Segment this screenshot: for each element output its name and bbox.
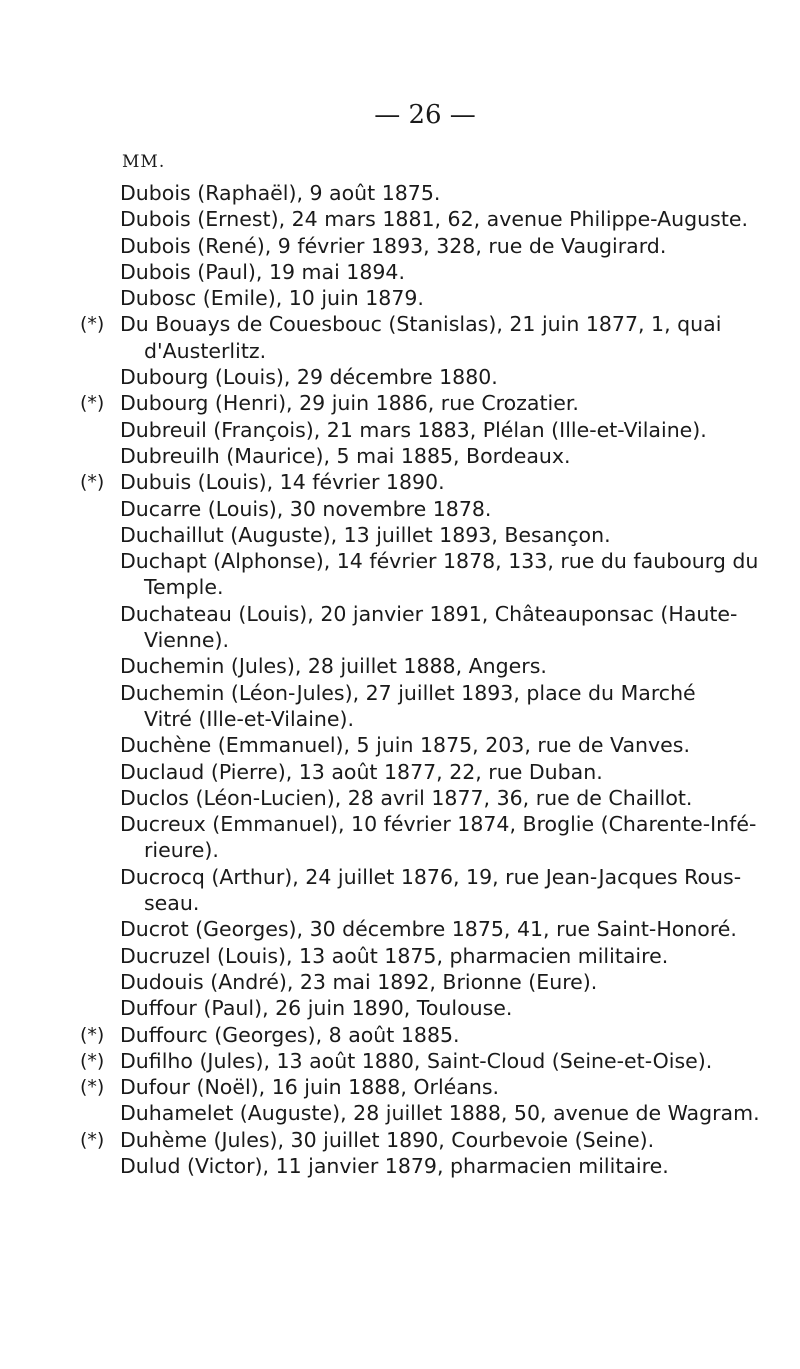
list-item	[80, 1127, 770, 1153]
entry-text: Duhamelet (Auguste), 28 juillet 1888, 50, avenue de Wagram.	[120, 1101, 760, 1126]
entry-text: Dubuis (Louis), 14 février 1890.	[120, 470, 445, 495]
list-item	[80, 785, 770, 811]
entry-text: Duffour (Paul), 26 juin 1890, Toulouse.	[120, 996, 513, 1021]
asterisk-marker: (*)	[80, 1128, 105, 1151]
list-item	[80, 653, 770, 679]
list-item	[80, 995, 770, 1021]
list-item	[80, 943, 770, 969]
entry-text: Duchapt (Alphonse), 14 février 1878, 133, rue du faubourg du	[120, 549, 759, 574]
entry-text: Dubourg (Henri), 29 juin 1886, rue Crozatier.	[120, 391, 579, 416]
list-item	[80, 811, 770, 864]
list-item	[80, 1153, 770, 1179]
entry-continuation: d'Austerlitz.	[144, 338, 267, 363]
entry-text: Dubois (Paul), 19 mai 1894.	[120, 259, 405, 284]
entry-continuation: Vienne).	[144, 628, 229, 653]
list-item	[80, 522, 770, 548]
asterisk-marker: (*)	[80, 1023, 105, 1046]
list-item	[80, 233, 770, 259]
entry-text: Dulud (Victor), 11 janvier 1879, pharmacien militaire.	[120, 1153, 669, 1178]
list-item	[80, 759, 770, 785]
entry-text: Duchateau (Louis), 20 janvier 1891, Châteauponsac (Haute-	[120, 601, 738, 626]
entry-text: Duclos (Léon-Lucien), 28 avril 1877, 36, rue de Chaillot.	[120, 785, 693, 810]
entry-text: Dubosc (Emile), 10 juin 1879.	[120, 286, 424, 311]
list-item	[80, 916, 770, 942]
list-item	[80, 443, 770, 469]
entry-text: Ducruzel (Louis), 13 août 1875, pharmacien militaire.	[120, 943, 669, 968]
entry-text: Duhème (Jules), 30 juillet 1890, Courbevoie (Seine).	[120, 1127, 655, 1152]
entry-text: Duffourc (Georges), 8 août 1885.	[120, 1022, 460, 1047]
page-number: — 26 —	[374, 100, 476, 130]
list-item	[80, 496, 770, 522]
entry-text: Ducarre (Louis), 30 novembre 1878.	[120, 496, 492, 521]
asterisk-marker: (*)	[80, 392, 105, 415]
asterisk-marker: (*)	[80, 1049, 105, 1072]
entry-text: Duchemin (Léon-Jules), 27 juillet 1893, place du Marché	[120, 680, 696, 705]
entry-text: Dubreuil (François), 21 mars 1883, Plélan (Ille-et-Vilaine).	[120, 417, 707, 442]
list-item	[80, 601, 770, 654]
entry-text: Dubois (René), 9 février 1893, 328, rue de Vaugirard.	[120, 233, 667, 258]
entry-text: Duchène (Emmanuel), 5 juin 1875, 203, rue de Vanves.	[120, 733, 690, 758]
list-item	[80, 1048, 770, 1074]
entry-text: Duchemin (Jules), 28 juillet 1888, Angers.	[120, 654, 547, 679]
entry-text: Ducreux (Emmanuel), 10 février 1874, Broglie (Charente-Infé-	[120, 812, 757, 837]
list-item	[80, 1100, 770, 1126]
list-item	[80, 469, 770, 495]
entry-text: Dufour (Noël), 16 juin 1888, Orléans.	[120, 1075, 500, 1100]
list-item	[80, 311, 770, 364]
list-item	[80, 180, 770, 206]
list-item	[80, 259, 770, 285]
list-item	[80, 969, 770, 995]
entry-list	[80, 180, 770, 1179]
entry-text: Dufilho (Jules), 13 août 1880, Saint-Cloud (Seine-et-Oise).	[120, 1048, 713, 1073]
list-item	[80, 285, 770, 311]
asterisk-marker: (*)	[80, 471, 105, 494]
asterisk-marker: (*)	[80, 1076, 105, 1099]
salutation: MM.	[122, 152, 166, 172]
list-item	[80, 680, 770, 733]
entry-text: Dubourg (Louis), 29 décembre 1880.	[120, 365, 498, 390]
list-item	[80, 864, 770, 917]
entry-text: Duchaillut (Auguste), 13 juillet 1893, Besançon.	[120, 522, 611, 547]
asterisk-marker: (*)	[80, 313, 105, 336]
list-item	[80, 417, 770, 443]
entry-continuation: rieure).	[144, 838, 219, 863]
list-item	[80, 548, 770, 601]
entry-text: Dubois (Raphaël), 9 août 1875.	[120, 181, 441, 205]
entry-continuation: seau.	[144, 891, 200, 916]
list-item	[80, 390, 770, 416]
entry-text: Du Bouays de Couesbouc (Stanislas), 21 juin 1877, 1, quai	[120, 312, 722, 337]
list-item	[80, 1022, 770, 1048]
entry-text: Ducrocq (Arthur), 24 juillet 1876, 19, rue Jean-Jacques Rous-	[120, 864, 742, 889]
entry-text: Dudouis (André), 23 mai 1892, Brionne (Eure).	[120, 969, 598, 994]
entry-continuation: Vitré (Ille-et-Vilaine).	[144, 706, 355, 731]
list-item	[80, 364, 770, 390]
entry-text: Dubois (Ernest), 24 mars 1881, 62, avenue Philippe-Auguste.	[120, 207, 748, 232]
list-item	[80, 1074, 770, 1100]
entry-text: Duclaud (Pierre), 13 août 1877, 22, rue Duban.	[120, 759, 603, 784]
entry-text: Dubreuilh (Maurice), 5 mai 1885, Bordeaux.	[120, 443, 571, 468]
entry-text: Ducrot (Georges), 30 décembre 1875, 41, rue Saint-Honoré.	[120, 917, 737, 942]
entry-continuation: Temple.	[144, 575, 224, 600]
list-item	[80, 732, 770, 758]
list-item	[80, 206, 770, 232]
